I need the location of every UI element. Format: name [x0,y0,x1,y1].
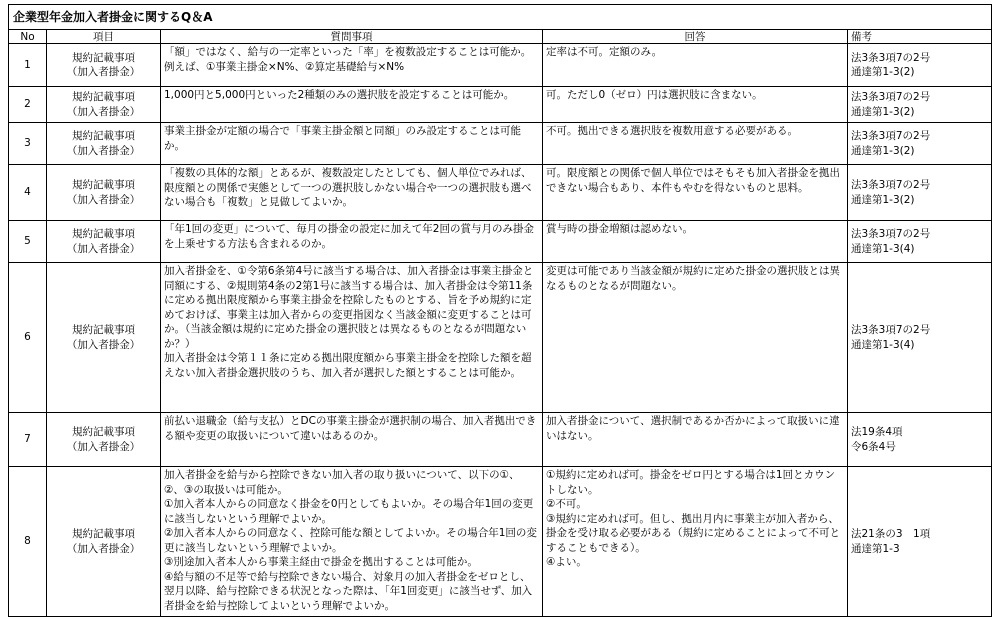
row-remarks: 法21条の3 1項 通達第1-3 [848,467,992,617]
row-answer: 不可。拠出できる選択肢を複数用意する必要がある。 [543,123,848,165]
qa-table [8,29,992,617]
row-question: 加入者掛金を、①令第6条第4号に該当する場合は、加入者掛金は事業主掛金と同額にする、②規則第4条の2第1号に該当する場合は、加入者掛金は令第11条に定める拠出限度額から事業主掛金を控除したものとする、旨を予め規約に定めておけば、事業主は加入者からの変更指図なく当該金額に変更することは可か。（当該金額は規約に定めた掛金の選択肢とは異なるものとなるが問題ないか？） 加入者掛金は令第１１条に定める拠出限度額から事業主掛金を控除した額を超えない加入者掛金選択肢のうち、加入者が選択した額とすることは可能か。 [161,263,543,413]
row-question: 事業主掛金が定額の場合で「事業主掛金額と同額」のみ設定することは可能か。 [161,123,543,165]
row-answer: 可。限度額との関係で個人単位ではそもそも加入者掛金を拠出できない場合もあり、本件もやむを得ないものと思料。 [543,165,848,221]
table-row [9,467,992,617]
table-row [9,123,992,165]
header-answer: 回答 [543,30,848,44]
sheet-title: 企業型年金加入者掛金に関するQ＆A [8,4,992,29]
row-question: 「額」ではなく、給与の一定率といった「率」を複数設定することは可能か。例えば、①事業主掛金×N%、②算定基礎給与×N% [161,44,543,87]
row-no: 3 [9,123,47,165]
row-remarks: 法3条3項7の2号 通達第1-3(2) [848,165,992,221]
table-row [9,221,992,263]
row-question: 1,000円と5,000円といった2種類のみの選択肢を設定することは可能か。 [161,87,543,123]
row-remarks: 法19条4項 令6条4号 [848,413,992,467]
row-item: 規約記載事項 （加入者掛金） [47,467,161,617]
table-row [9,44,992,87]
row-item: 規約記載事項 （加入者掛金） [47,413,161,467]
header-no: No [9,30,47,44]
row-no: 5 [9,221,47,263]
row-no: 6 [9,263,47,413]
row-answer: 賞与時の掛金増額は認めない。 [543,221,848,263]
header-item: 項目 [47,30,161,44]
row-item: 規約記載事項 （加入者掛金） [47,221,161,263]
row-item: 規約記載事項 （加入者掛金） [47,263,161,413]
row-answer: ①規約に定めれば可。掛金をゼロ円とする場合は1回とカウントしない。 ②不可。 ③規約に定めれば可。但し、拠出月内に事業主が加入者から、掛金を受け取る必要がある（規約に定めることによって不可とすることもできる）。 ④よい。 [543,467,848,617]
row-remarks: 法3条3項7の2号 通達第1-3(2) [848,87,992,123]
row-no: 8 [9,467,47,617]
row-item: 規約記載事項 （加入者掛金） [47,123,161,165]
row-item: 規約記載事項 （加入者掛金） [47,165,161,221]
qa-sheet [8,4,992,617]
row-remarks: 法3条3項7の2号 通達第1-3(4) [848,263,992,413]
row-item: 規約記載事項 （加入者掛金） [47,87,161,123]
row-no: 2 [9,87,47,123]
header-remarks: 備考 [848,30,992,44]
row-answer: 変更は可能であり当該金額が規約に定めた掛金の選択肢とは異なるものとなるが問題ない。 [543,263,848,413]
table-row [9,263,992,413]
row-remarks: 法3条3項7の2号 通達第1-3(4) [848,221,992,263]
row-item: 規約記載事項 （加入者掛金） [47,44,161,87]
row-no: 7 [9,413,47,467]
row-question: 「複数の具体的な額」とあるが、複数設定したとしても、個人単位でみれば、限度額との関係で実態として一つの選択肢しかない場合や一つの選択肢も選べない場合も「複数」と見做してよいか。 [161,165,543,221]
row-remarks: 法3条3項7の2号 通達第1-3(2) [848,123,992,165]
table-row [9,87,992,123]
row-no: 4 [9,165,47,221]
row-remarks: 法3条3項7の2号 通達第1-3(2) [848,44,992,87]
row-no: 1 [9,44,47,87]
header-row [9,30,992,44]
row-question: 「年1回の変更」について、毎月の掛金の設定に加えて年2回の賞与月のみ掛金を上乗せする方法も含まれるのか。 [161,221,543,263]
table-row [9,165,992,221]
row-question: 加入者掛金を給与から控除できない加入者の取り扱いについて、以下の①、②、③の取扱いは可能か。 ①加入者本人からの同意なく掛金を0円としてもよいか。その場合年1回の変更に該当しないという理解でよいか。 ②加入者本人からの同意なく、控除可能な額としてよいか。その場合年1回の変更に該当しないという理解でよいか。 ③別途加入者本人から事業主経由で掛金を拠出することは可能か。 ④給与額の不足等で給与控除できない場合、対象月の加入者掛金をゼロとし、翌月以降、給与控除できる状況となった際は、「年1回変更」に該当せず、加入者掛金を給与控除してよいという理解でよいか。 [161,467,543,617]
row-answer: 可。ただし0（ゼロ）円は選択肢に含まない。 [543,87,848,123]
table-row [9,413,992,467]
row-answer: 加入者掛金について、選択制であるか否かによって取扱いに違いはない。 [543,413,848,467]
header-question: 質問事項 [161,30,543,44]
row-question: 前払い退職金（給与支払）とDCの事業主掛金が選択制の場合、加入者拠出できる額や変更の取扱いについて違いはあるのか。 [161,413,543,467]
row-answer: 定率は不可。定額のみ。 [543,44,848,87]
